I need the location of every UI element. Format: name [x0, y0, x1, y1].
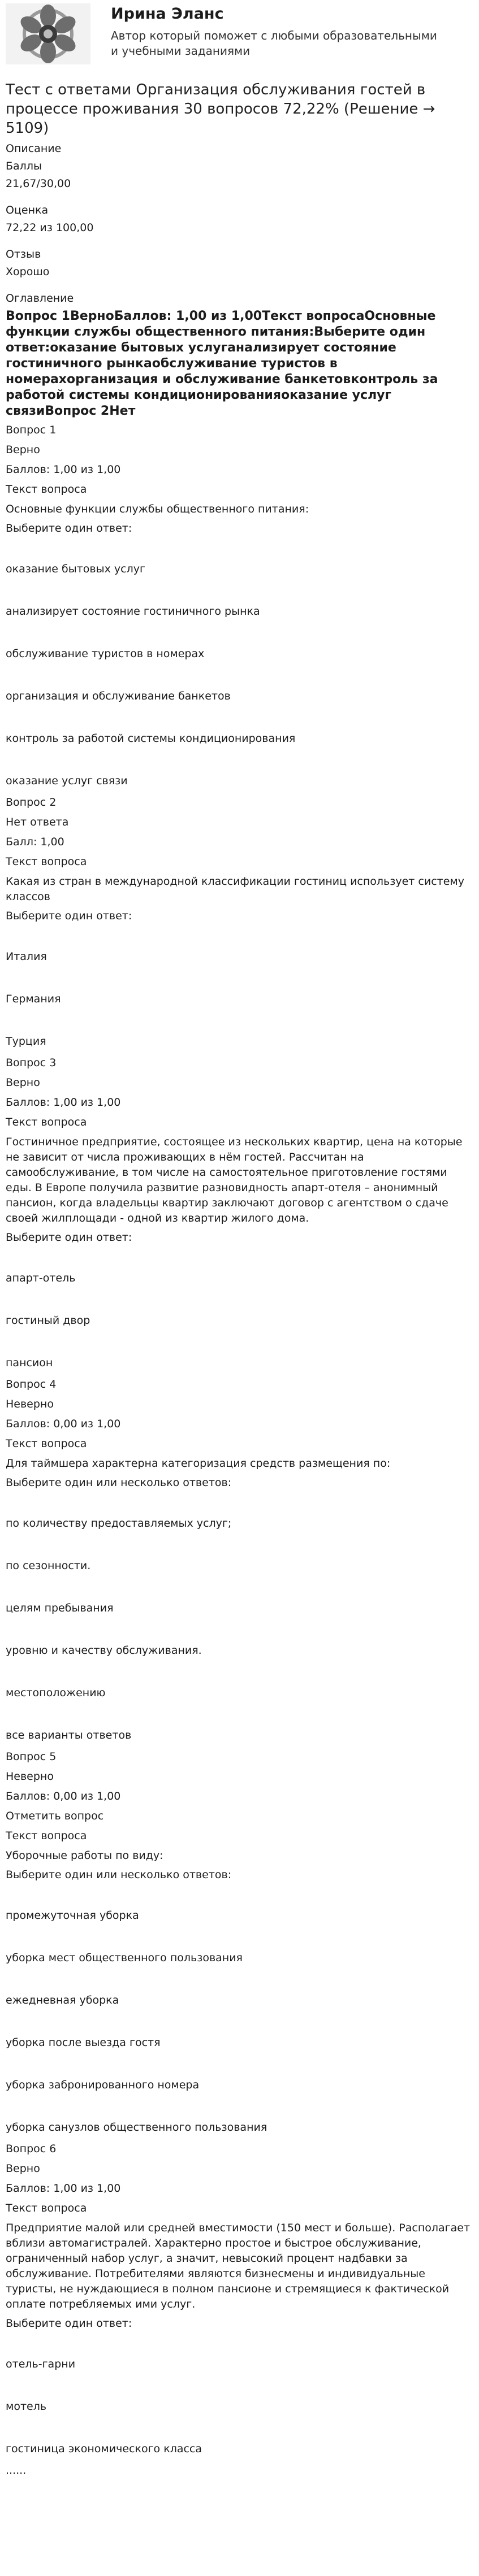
question-list — [6, 423, 473, 2463]
question-block — [6, 423, 473, 795]
question-text: Гостиничное предприятие, состоящее из нескольких квартир, цена на которые не зависит от числа проживающих в нём гостей. Рассчитан на самообслуживание, в том числе на самостоятельное приготовление гостями еды. В Европе получила развитие разновидность апарт-отеля – анонимный пансион, когда владельцы квартир заключают договор с агентством о сдаче своей жилплощади - одной из квартир жилого дома. — [6, 1136, 463, 1224]
answer-option[interactable]: отель-гарни — [6, 2358, 76, 2370]
question-text: Основные функции службы общественного питания: — [6, 503, 309, 515]
question-block — [6, 1055, 473, 1377]
page-title: Тест с ответами Организация обслуживания гостей в процессе проживания 30 вопросов 72,22% (Решение → 5109) — [6, 81, 435, 137]
question-text: Какая из стран в международной классификации гостиниц использует систему классов — [6, 875, 464, 903]
answer-prompt: Выберите один ответ: — [6, 910, 132, 922]
question-status: Нет ответа — [6, 816, 69, 828]
answer-option[interactable]: уборка мест общественного пользования — [6, 1952, 243, 1964]
answer-option[interactable]: гостиный двор — [6, 1314, 90, 1327]
answer-option[interactable]: уборка санузлов общественного пользования — [6, 2121, 267, 2134]
question-status: Верно — [6, 1076, 40, 1089]
answer-option[interactable]: контроль за работой системы кондиционирования — [6, 732, 296, 745]
question-number: Вопрос 5 — [6, 1750, 57, 1763]
question-score: Баллов: 1,00 из 1,00 — [6, 1096, 121, 1109]
meta-description-label: Описание — [6, 142, 62, 155]
answer-option[interactable]: Италия — [6, 950, 47, 963]
question-text: Предприятие малой или средней вместимости (150 мест и больше). Располагает вблизи автомагистралей. Характерно простое и быстрое обслуживание, ограниченный набор услуг, а значит, невысокий процент надбавки за обслуживание. Потребителями являются бизнесмены и индивидуальные туристы, не нуждающиеся в полном пансионе и стремящиеся к фактической оплате потребляемых ими услуг. — [6, 2222, 471, 2310]
author-description: Автор который поможет с любыми образовательными и учебными заданиями — [111, 29, 437, 58]
flag-question-link[interactable]: Отметить вопрос — [6, 1810, 104, 1822]
answer-option[interactable]: Турция — [6, 1035, 46, 1048]
answer-option[interactable]: апарт-отель — [6, 1272, 76, 1284]
meta-feedback-value: Хорошо — [6, 266, 50, 278]
answer-option[interactable]: уровню и качеству обслуживания. — [6, 1644, 202, 1657]
question-score: Баллов: 0,00 из 1,00 — [6, 1790, 121, 1802]
meta-points-label: Баллы — [6, 160, 42, 172]
answer-prompt: Выберите один ответ: — [6, 1231, 132, 1244]
question-number: Вопрос 1 — [6, 424, 57, 436]
question-status: Верно — [6, 2162, 40, 2175]
question-block — [6, 1749, 473, 2141]
question-number: Вопрос 4 — [6, 1378, 57, 1391]
question-text: Уборочные работы по виду: — [6, 1849, 163, 1862]
answer-option[interactable]: пансион — [6, 1357, 53, 1369]
answer-option[interactable]: промежуточная уборка — [6, 1909, 139, 1922]
question-status: Верно — [6, 444, 40, 456]
author-block — [6, 3, 473, 72]
answer-option[interactable]: мотель — [6, 2400, 47, 2413]
question-text: Для таймшера характерна категоризация средств размещения по: — [6, 1457, 391, 1470]
answer-option[interactable]: по сезонности. — [6, 1559, 91, 1572]
answer-option[interactable]: уборка после выезда гостя — [6, 2036, 161, 2049]
answer-prompt: Выберите один или несколько ответов: — [6, 1869, 232, 1881]
question-text-label: Текст вопроса — [6, 1830, 87, 1842]
question-text-label: Текст вопроса — [6, 1437, 87, 1450]
author-avatar — [6, 3, 90, 64]
answer-option[interactable]: целям пребывания — [6, 1602, 114, 1614]
answer-option[interactable]: оказание услуг связи — [6, 775, 128, 787]
question-text-label: Текст вопроса — [6, 2202, 87, 2214]
answer-option[interactable]: Германия — [6, 993, 61, 1005]
answer-option[interactable]: гостиница экономического класса — [6, 2443, 202, 2455]
answer-option[interactable]: оказание бытовых услуг — [6, 563, 145, 575]
answer-option[interactable]: все варианты ответов — [6, 1729, 132, 1741]
question-score: Баллов: 0,00 из 1,00 — [6, 1418, 121, 1430]
answer-option[interactable]: организация и обслуживание банкетов — [6, 690, 231, 702]
meta-feedback-label: Отзыв — [6, 248, 41, 260]
question-text-label: Текст вопроса — [6, 483, 87, 496]
answer-option[interactable]: обслуживание туристов в номерах — [6, 648, 205, 660]
question-text-label: Текст вопроса — [6, 855, 87, 868]
meta-points-value: 21,67/30,00 — [6, 177, 71, 190]
question-block — [6, 2141, 473, 2463]
continuation-ellipsis: ...... — [6, 2464, 27, 2477]
question-text-label: Текст вопроса — [6, 1116, 87, 1128]
question-score: Баллов: 1,00 из 1,00 — [6, 463, 121, 476]
answer-option[interactable]: уборка забронированного номера — [6, 2079, 200, 2091]
question-score: Балл: 1,00 — [6, 836, 64, 848]
meta-grade-label: Оценка — [6, 204, 49, 216]
answer-prompt: Выберите один или несколько ответов: — [6, 1476, 232, 1489]
question-block — [6, 795, 473, 1055]
question-number: Вопрос 6 — [6, 2143, 57, 2155]
question-number: Вопрос 2 — [6, 796, 57, 809]
answer-prompt: Выберите один ответ: — [6, 2317, 132, 2330]
answer-option[interactable]: анализирует состояние гостиничного рынка — [6, 605, 260, 618]
answer-prompt: Выберите один ответ: — [6, 522, 132, 535]
toc-summary: Вопрос 1ВерноБаллов: 1,00 из 1,00Текст вопросаОсновные функции службы общественного питания:Выберите один ответ:оказание бытовых услуганализирует состояние гостиничного рынкаобслуживание туристов в номерахорганизация и обслуживание банкетовконтроль за работой системы кондиционированияоказание услуг связиВопрос 2Нет — [6, 309, 438, 418]
question-status: Неверно — [6, 1398, 54, 1410]
question-status: Неверно — [6, 1770, 54, 1783]
result-meta — [6, 141, 473, 309]
answer-option[interactable]: местоположению — [6, 1687, 106, 1699]
meta-grade-value: 72,22 из 100,00 — [6, 221, 94, 234]
question-block — [6, 1377, 473, 1749]
meta-toc-label: Оглавление — [6, 292, 74, 305]
author-name[interactable]: Ирина Эланс — [111, 5, 224, 23]
answer-option[interactable]: по количеству предоставляемых услуг; — [6, 1517, 232, 1530]
question-score: Баллов: 1,00 из 1,00 — [6, 2182, 121, 2195]
answer-option[interactable]: ежедневная уборка — [6, 1994, 119, 2006]
question-number: Вопрос 3 — [6, 1057, 57, 1069]
